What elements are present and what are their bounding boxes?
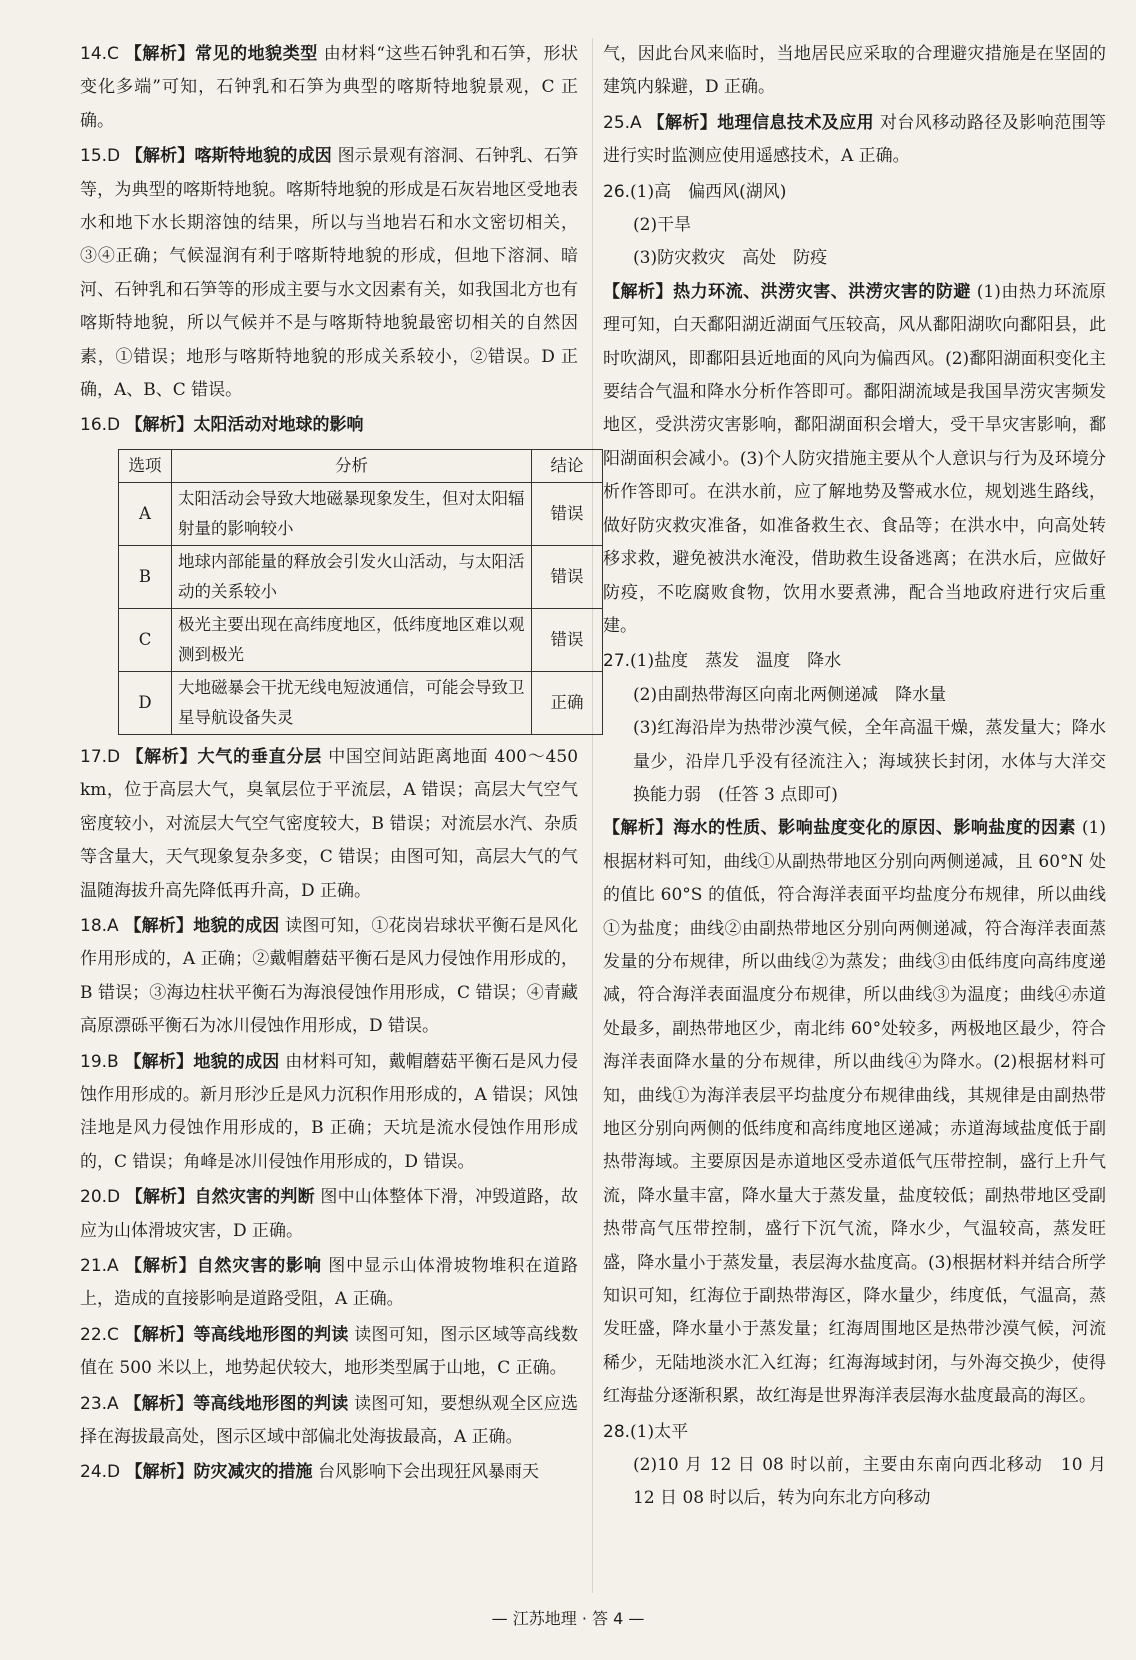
answer-line: (1)盐度 蒸发 温度 降水 xyxy=(630,651,842,672)
analysis-cell: 大地磁暴会干扰无线电短波通信，可能会导致卫星导航设备失灵 xyxy=(172,671,532,734)
analysis-cell: 极光主要出现在高纬度地区，低纬度地区难以观测到极光 xyxy=(172,608,532,671)
answer-number: 19.B xyxy=(80,1051,119,1072)
answer-text: 读图可知，①花岗岩球状平衡石是风化作用形成的，A 正确；②戴帽蘑菇平衡石是风力侵蚀作用形成的，B 错误；③海边柱状平衡石为海浪侵蚀作用形成，C 错误；④青藏高原漂砾平衡石为冰川侵蚀作用形成，D 错误。 xyxy=(80,915,579,1037)
table-row xyxy=(119,671,603,734)
answer-text: 读图可知，图示区域等高线数值在 500 米以上，地势起伏较大，地形类型属于山地，C 正确。 xyxy=(80,1324,579,1379)
answer-26 xyxy=(603,176,1106,644)
analysis-tag: 【解析】自然灾害的影响 xyxy=(124,1255,322,1276)
answer-text: 读图可知，要想纵观全区应选择在海拔最高处，图示区域中部偏北处海拔最高，A 正确。 xyxy=(80,1393,579,1447)
analysis-table xyxy=(118,449,603,735)
table-row xyxy=(119,545,603,608)
answer-text: 图中显示山体滑坡物堆积在道路上，造成的直接影响是道路受阻，A 正确。 xyxy=(80,1255,579,1310)
left-column xyxy=(80,38,584,1492)
answer-text: 气，因此台风来临时，当地居民应采取的合理避灾措施是在坚固的建筑内躲避，D 正确。 xyxy=(603,44,1106,98)
column-header: 选项 xyxy=(119,449,172,482)
answer-number: 17.D xyxy=(80,746,121,767)
answer-text: 台风影响下会出现狂风暴雨天 xyxy=(317,1462,539,1483)
analysis-tag: 【解析】喀斯特地貌的成因 xyxy=(125,146,332,167)
answer-text: (1)由热力环流原理可知，白天鄱阳湖近湖面气压较高，风从鄱阳湖吹向鄱阳县，此时吹湖风，即鄱阳县近地面的风向为偏西风。(2)鄱阳湖面积变化主要结合气温和降水分析作答即可。鄱阳湖流域是我国旱涝灾害频发地区，受洪涝灾害影响，鄱阳湖面积会增大，受干旱灾害影响，鄱阳湖面积会减小。(3)个人防灾措施主要从个人意识与行为及环境分析作答即可。在洪水前，应了解地势及警戒水位，规划逃生路线，做好防灾救灾准备，如准备救生衣、食品等；在洪水中，向高处转移求救，避免被洪水淹没，借助救生设备逃离；在洪水后，应做好防疫，不吃腐败食物，饮用水要煮沸，配合当地政府进行灾后重建。 xyxy=(603,281,1106,636)
answer-27 xyxy=(603,645,1106,1413)
analysis-tag: 【解析】地理信息技术及应用 xyxy=(647,112,875,133)
answer-20 xyxy=(80,1181,578,1248)
option-cell: C xyxy=(119,608,172,671)
column-divider xyxy=(592,38,593,1593)
answer-21 xyxy=(80,1250,578,1317)
right-column xyxy=(603,38,1106,1518)
answer-number: 14.C xyxy=(80,44,119,64)
answer-line: (2)干旱 xyxy=(633,215,692,236)
answer-18 xyxy=(80,910,578,1044)
answer-number: 26. xyxy=(603,181,631,202)
answer-text: 中国空间站距离地面 400～450 km，位于高层大气，臭氧层位于平流层，A 错误；高层大气空气密度较小，对流层大气空气密度较大，B 错误；对流层水汽、杂质等含量大，天气现象复杂多变，C 错误；由图可知，高层大气的气温随海拔升高先降低再升高，D 正确。 xyxy=(80,746,579,901)
answer-text: 由材料可知，戴帽蘑菇平衡石是风力侵蚀作用形成的。新月形沙丘是风力沉积作用形成的，A 错误；风蚀洼地是风力侵蚀作用形成的，B 正确；天坑是流水侵蚀作用形成的，C 错误；角峰是冰川侵蚀作用形成的，D 错误。 xyxy=(80,1051,579,1172)
analysis-tag: 【解析】地貌的成因 xyxy=(124,1051,280,1072)
answer-19 xyxy=(80,1046,578,1180)
answer-number: 25.A xyxy=(603,112,642,133)
answer-text: 对台风移动路径及影响范围等进行实时监测应使用遥感技术，A 正确。 xyxy=(603,112,1107,167)
answer-17 xyxy=(80,741,578,908)
answer-14 xyxy=(80,38,578,138)
answer-24 xyxy=(80,1456,578,1489)
answer-number: 23.A xyxy=(80,1393,119,1414)
result-cell: 错误 xyxy=(532,482,603,545)
answer-24-continued xyxy=(603,38,1106,105)
option-cell: B xyxy=(119,545,172,608)
analysis-cell: 太阳活动会导致大地磁暴现象发生，但对太阳辐射量的影响较小 xyxy=(172,482,532,545)
table-row xyxy=(119,608,603,671)
answer-number: 20.D xyxy=(80,1187,121,1208)
answer-28 xyxy=(603,1416,1106,1516)
answer-23 xyxy=(80,1388,578,1455)
answer-22 xyxy=(80,1319,578,1386)
result-cell: 错误 xyxy=(532,608,603,671)
analysis-tag: 【解析】自然灾害的判断 xyxy=(125,1187,315,1208)
table-row xyxy=(119,482,603,545)
column-header: 结论 xyxy=(532,449,603,482)
answer-text: (1)根据材料可知，曲线①从副热带地区分别向两侧递减，且 60°N 处的值比 60°S 的值低，符合海洋表面平均盐度分布规律，所以曲线①为盐度；曲线②由副热带地区分别向两侧递减，符合海洋表面蒸发量的分布规律，所以曲线②为蒸发；曲线③由低纬度向高纬度递减，符合海洋表面温度分布规律，所以曲线③为温度；曲线④赤道处最多，副热带地区少，南北纬 60°处较多，两极地区最少，符合海洋表面降水量的分布规律，所以曲线④为降水。(2)根据材料可知，曲线①为海洋表层平均盐度分布规律曲线，其规律是由副热带地区分别向两侧的低纬度和高纬度地区递减；赤道海域盐度低于副热带海域。主要原因是赤道地区受赤道低气压带控制，盛行上升气流，降水量丰富，降水量大于蒸发量，盐度较低；副热带地区受副热带高气压带控制，盛行下沉气流，降水少，气温较高，蒸发旺盛，降水量小于蒸发量，表层海水盐度高。(3)根据材料并结合所学知识可知，红海位于副热带海区，降水量少，纬度低，气温高，蒸发旺盛，降水量小于蒸发量；红海周围地区是热带沙漠气候，河流稀少，无陆地淡水汇入红海；红海海域封闭，与外海交换少，使得红海盐分逐渐积累，故红海是世界海洋表层海水盐度最高的海区。 xyxy=(603,818,1106,1407)
analysis-tag: 【解析】地貌的成因 xyxy=(124,915,280,936)
answer-line: (1)太平 xyxy=(630,1421,689,1442)
option-cell: A xyxy=(119,482,172,545)
analysis-tag: 【解析】防灾减灾的措施 xyxy=(125,1462,313,1483)
analysis-tag: 【解析】等高线地形图的判读 xyxy=(124,1324,349,1345)
page-footer: — 江苏地理 · 答 4 — xyxy=(491,1609,645,1628)
answer-25 xyxy=(603,107,1106,174)
answer-number: 24.D xyxy=(80,1462,121,1483)
answer-line: (3)防灾救灾 高处 防疫 xyxy=(633,248,828,269)
column-header: 分析 xyxy=(172,449,532,482)
answer-number: 16.D xyxy=(80,415,121,436)
result-cell: 正确 xyxy=(532,671,603,734)
option-cell: D xyxy=(119,671,172,734)
analysis-tag: 【解析】等高线地形图的判读 xyxy=(124,1393,349,1414)
answer-number: 22.C xyxy=(80,1324,119,1345)
analysis-tag: 【解析】常见的地貌类型 xyxy=(124,44,318,64)
answer-number: 18.A xyxy=(80,915,119,936)
answer-line: (2)由副热带海区向南北两侧递减 降水量 xyxy=(633,684,947,705)
analysis-tag: 【解析】太阳活动对地球的影响 xyxy=(125,415,364,436)
result-cell: 错误 xyxy=(532,545,603,608)
answer-number: 21.A xyxy=(80,1255,119,1276)
answer-text: 图中山体整体下滑，冲毁道路，故应为山体滑坡灾害，D 正确。 xyxy=(80,1187,579,1241)
analysis-tag: 【解析】热力环流、洪涝灾害、洪涝灾害的防避 xyxy=(603,281,971,302)
table-header-row xyxy=(119,449,603,482)
analysis-tag: 【解析】大气的垂直分层 xyxy=(126,746,323,767)
answer-number: 27. xyxy=(603,651,631,672)
answer-number: 28. xyxy=(603,1421,631,1442)
answer-15 xyxy=(80,140,578,407)
answer-text: 图示景观有溶洞、石钟乳、石笋等，为典型的喀斯特地貌。喀斯特地貌的形成是石灰岩地区受地表水和地下水长期溶蚀的结果，所以与当地岩石和水文密切相关，③④正确；气候湿润有利于喀斯特地貌的形成，但地下溶洞、暗河、石钟乳和石笋等的形成主要与水文因素有关，如我国北方也有喀斯特地貌，所以气候并不是与喀斯特地貌最密切相关的自然因素，①错误；地形与喀斯特地貌的形成关系较小，②错误。D 正确，A、B、C 错误。 xyxy=(80,146,579,401)
answer-16 xyxy=(80,409,578,442)
answer-line: (2)10 月 12 日 08 时以前，主要由东南向西北移动 10 月 12 日 08 时以后，转为向东北方向移动 xyxy=(633,1455,1106,1509)
answer-line: (3)红海沿岸为热带沙漠气候，全年高温干燥，蒸发量大；降水量少，沿岸几乎没有径流注入；海域狭长封闭，水体与大洋交换能力弱 (任答 3 点即可) xyxy=(633,718,1106,805)
answer-text: 由材料“这些石钟乳和石笋，形状变化多端”可知，石钟乳和石笋为典型的喀斯特地貌景观，C 正确。 xyxy=(80,44,579,131)
analysis-cell: 地球内部能量的释放会引发火山活动，与太阳活动的关系较小 xyxy=(172,545,532,608)
analysis-tag: 【解析】海水的性质、影响盐度变化的原因、影响盐度的因素 xyxy=(603,818,1076,839)
answer-number: 15.D xyxy=(80,146,121,167)
answer-line: (1)高 偏西风(湖风) xyxy=(630,181,787,202)
